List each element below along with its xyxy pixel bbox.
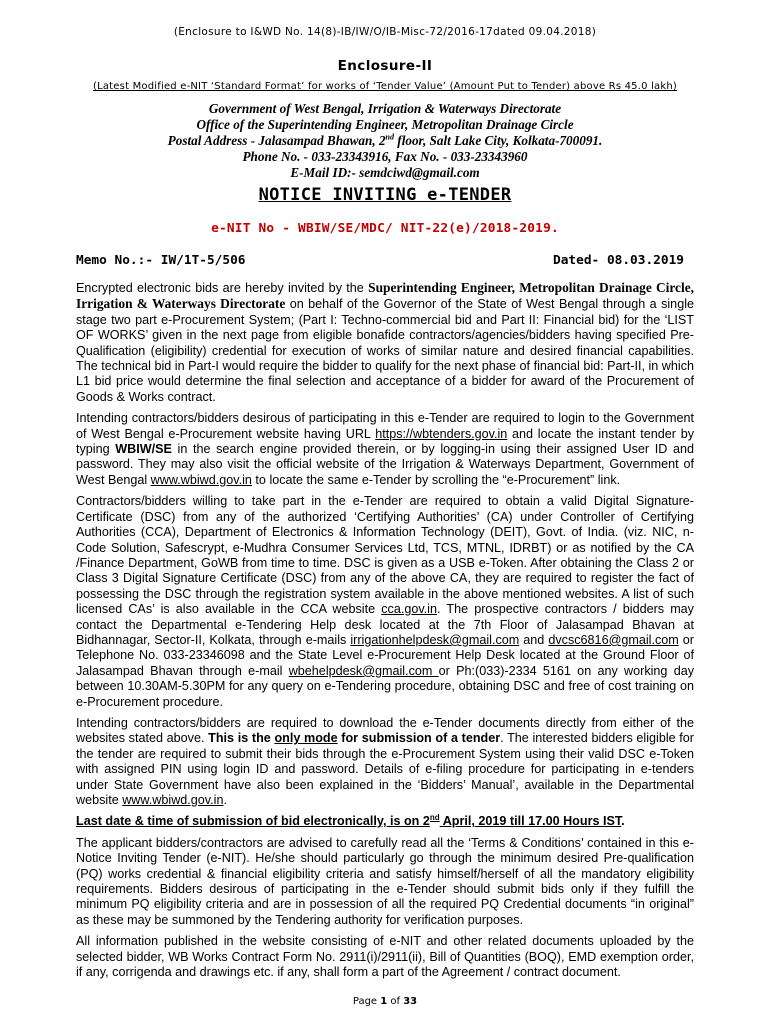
enclosure-reference: (Enclosure to I&WD No. 14(8)-IB/IW/O/IB-Misc-72/2016-17dated 09.04.2018) — [173, 26, 597, 38]
office-line-postal — [0, 133, 770, 149]
search-keyword: WBIW/SE — [115, 442, 172, 457]
text-span: or Telephone No. 033-23346098 and the State Level e-Procurement Help Desk located at the Ground Floor of Jalasampad Bhavan through e-mail — [76, 632, 694, 678]
link-irrigation-helpdesk-email[interactable]: irrigationhelpdesk@gmail.com — [350, 632, 520, 647]
text-span: and — [519, 632, 549, 647]
notice-body — [76, 280, 694, 986]
paragraph-login-instructions — [76, 411, 694, 488]
link-wbe-helpdesk-email[interactable]: wbehelpdesk@gmail.com — [288, 663, 439, 678]
link-dvcsc-email[interactable]: dvcsc6816@gmail.com — [548, 632, 679, 647]
page-total: 33 — [403, 996, 418, 1007]
memo-date: Dated- 08.03.2019 — [553, 253, 684, 268]
office-address-block — [0, 101, 770, 181]
of-label: of — [387, 996, 404, 1007]
enit-number: e-NIT No - WBIW/SE/MDC/ NIT-22(e)/2018-2019. — [211, 221, 559, 236]
text-span: Contractors/bidders willing to take part in the e-Tender are required to obtain a valid Digital Signature-Certificate (DSC) from any of the authorized ‘Certifying Authorities’ (CA) under Controller of Certifying Authorities (CCA), Department of Electronics & Information Technology (DEIT), Govt. of India. (viz. NIC, n-Code Solution, Safescrypt, e-Mudhra Consumer Services Ltd, TCS, MTNL, IDRBT) or as notified by the CA /Finance Department, GoWB from time to time. DSC is given as a USB e-Token. After obtaining the Class 2 or Class 3 Digital Signature Certificate (DSC) from any of the above CA, they are required to register the fact of possessing the DSC through the registration system available in the above mentioned websites. A list of such licensed CAs’ is also available in the CCA website — [76, 494, 694, 617]
text-span: . — [223, 793, 227, 807]
text-span: or Ph:(033)-2334 5161 on any working day between 10.30AM-5.30PM for any query on e-Tendering procedure, obtaining DSC and free of cost training on e-Procurement procedure. — [76, 663, 695, 709]
notice-title: NOTICE INVITING e-TENDER — [258, 185, 512, 205]
paragraph-invitation — [76, 280, 694, 405]
last-date-superscript: nd — [429, 813, 440, 823]
enclosure-title: Enclosure-II — [337, 58, 433, 74]
link-cca[interactable]: cca.gov.in — [381, 602, 437, 617]
link-wbiwd-2[interactable]: www.wbiwd.gov.in — [122, 793, 224, 807]
text-span: . The prospective contractors / bidders may contact the Departmental e-Tendering Help desk located at the 7th Floor of Jalasampad Bhavan at Bidhannagar, Sector-II, Kolkata, through e-mails — [76, 602, 694, 647]
office-line-email: E-Mail ID:- semdciwd@gmail.com — [290, 165, 480, 180]
office-line-phone: Phone No. - 033-23343916, Fax No. - 033-23343960 — [242, 149, 528, 164]
last-date-line — [76, 814, 694, 829]
text-span: in the search engine provided therein, or by logging-in using their assigned User ID and password. They may also visit the official website of the Irrigation & Waterways Department, Government of West Bengal — [76, 442, 694, 487]
last-date-tail: April, 2019 till 17.00 Hours IST — [439, 814, 622, 829]
postal-address-text: Postal Address - Jalasampad Bhawan, 2 — [167, 133, 386, 148]
link-wbiwd[interactable]: www.wbiwd.gov.in — [150, 472, 252, 487]
only-mode-suffix: for submission of a tender — [337, 731, 501, 746]
last-date-text: Last date & time of submission of bid electronically, is on 2 — [76, 814, 430, 829]
page-footer — [0, 996, 770, 1007]
office-line-government: Government of West Bengal, Irrigation & Waterways Directorate — [208, 101, 562, 116]
text-span: and locate the instant tender by typing — [76, 426, 695, 457]
link-wbtenders[interactable]: https://wbtenders.gov.in — [375, 426, 508, 441]
page-number: 1 — [380, 996, 388, 1007]
inviting-authority: Superintending Engineer, Metropolitan Drainage Circle, Irrigation & Waterways Directorate — [76, 280, 694, 312]
memo-row — [76, 253, 684, 268]
page-label: Page — [352, 996, 381, 1007]
paragraph-dsc — [76, 494, 694, 710]
text-span: to locate the same e-Tender by scrolling the “e-Procurement” link. — [251, 472, 621, 487]
paragraph-download — [76, 716, 694, 808]
latest-modified-note: (Latest Modified e-NIT ‘Standard Format’ for works of ‘Tender Value’ (Amount Put to Tender) above Rs 45.0 lakh) — [92, 81, 678, 92]
only-mode-prefix: This is the — [208, 731, 275, 746]
paragraph-terms: The applicant bidders/contractors are advised to carefully read all the ‘Terms & Conditions’ contained in this e-Notice Inviting Tender (e-NIT). He/she should particularly go through the minimum desired Pre-qualification (PQ) works credential & financial eligibility criteria and satisfy himself/herself of all the mandatory eligibility requirements. Bidders desirous of participating in the e-Tender should submit bids only if they fulfill the minimum PQ eligibility criteria and are in possession of all the required PQ Credential documents “in original” as these may be summoned by the Tendering authority for verification purposes. — [76, 835, 694, 927]
text-span: . The interested bidders eligible for the tender are required to submit their bids through the e-Procurement System using their valid DSC e-Token with assigned PIN using login ID and password. Details of e-filing procedure for participating in e-tenders under State Government have also been explained in the ‘Bidders’ Manual’, available in the Departmental website — [76, 731, 695, 807]
paragraph-information: All information published in the website consisting of e-NIT and other related documents uploaded by the selected bidder, WB Works Contract Form No. 2911(i)/2911(ii), Bill of Quantities (BOQ), EMD exemption order, if any, corrigenda and drawings etc. if any, shall form a part of the Agreement / contract document. — [76, 934, 694, 980]
text-span: Intending contractors/bidders desirous of participating in this e-Tender are required to login to the Government of West Bengal e-Procurement website having URL — [76, 411, 694, 441]
postal-address-tail: floor, Salt Lake City, Kolkata-700091. — [394, 133, 603, 148]
text-span: Encrypted electronic bids are hereby invited by the — [76, 281, 369, 295]
text-span: on behalf of the Governor of the State of West Bengal through a single stage two part e-Procurement System; (Part I: Techno-commercial bid and Part II: Financial bid) for the ‘LIST OF WORKS’ given in the next page from eligible bonafide contractors/agencies/bidders having specified Pre-Qualification (eligibility) credential for execution of works of similar nature and desired financial capabilities. The technical bid in Part-I would require the bidder to qualify for the next phase of financial bid: Part-II, in which L1 bid price would determine the final selection and acceptance of a bidder for award of the Procurement of Goods & Works contract. — [76, 297, 694, 404]
text-span: . — [621, 814, 625, 829]
office-line-superintending: Office of the Superintending Engineer, Metropolitan Drainage Circle — [196, 117, 574, 132]
memo-number: Memo No.:- IW/1T-5/506 — [76, 253, 246, 268]
floor-superscript: nd — [385, 132, 394, 142]
only-mode-emphasis: only mode — [274, 731, 338, 746]
text-span: Intending contractors/bidders are required to download the e-Tender documents directly from either of the websites stated above. — [76, 715, 694, 746]
